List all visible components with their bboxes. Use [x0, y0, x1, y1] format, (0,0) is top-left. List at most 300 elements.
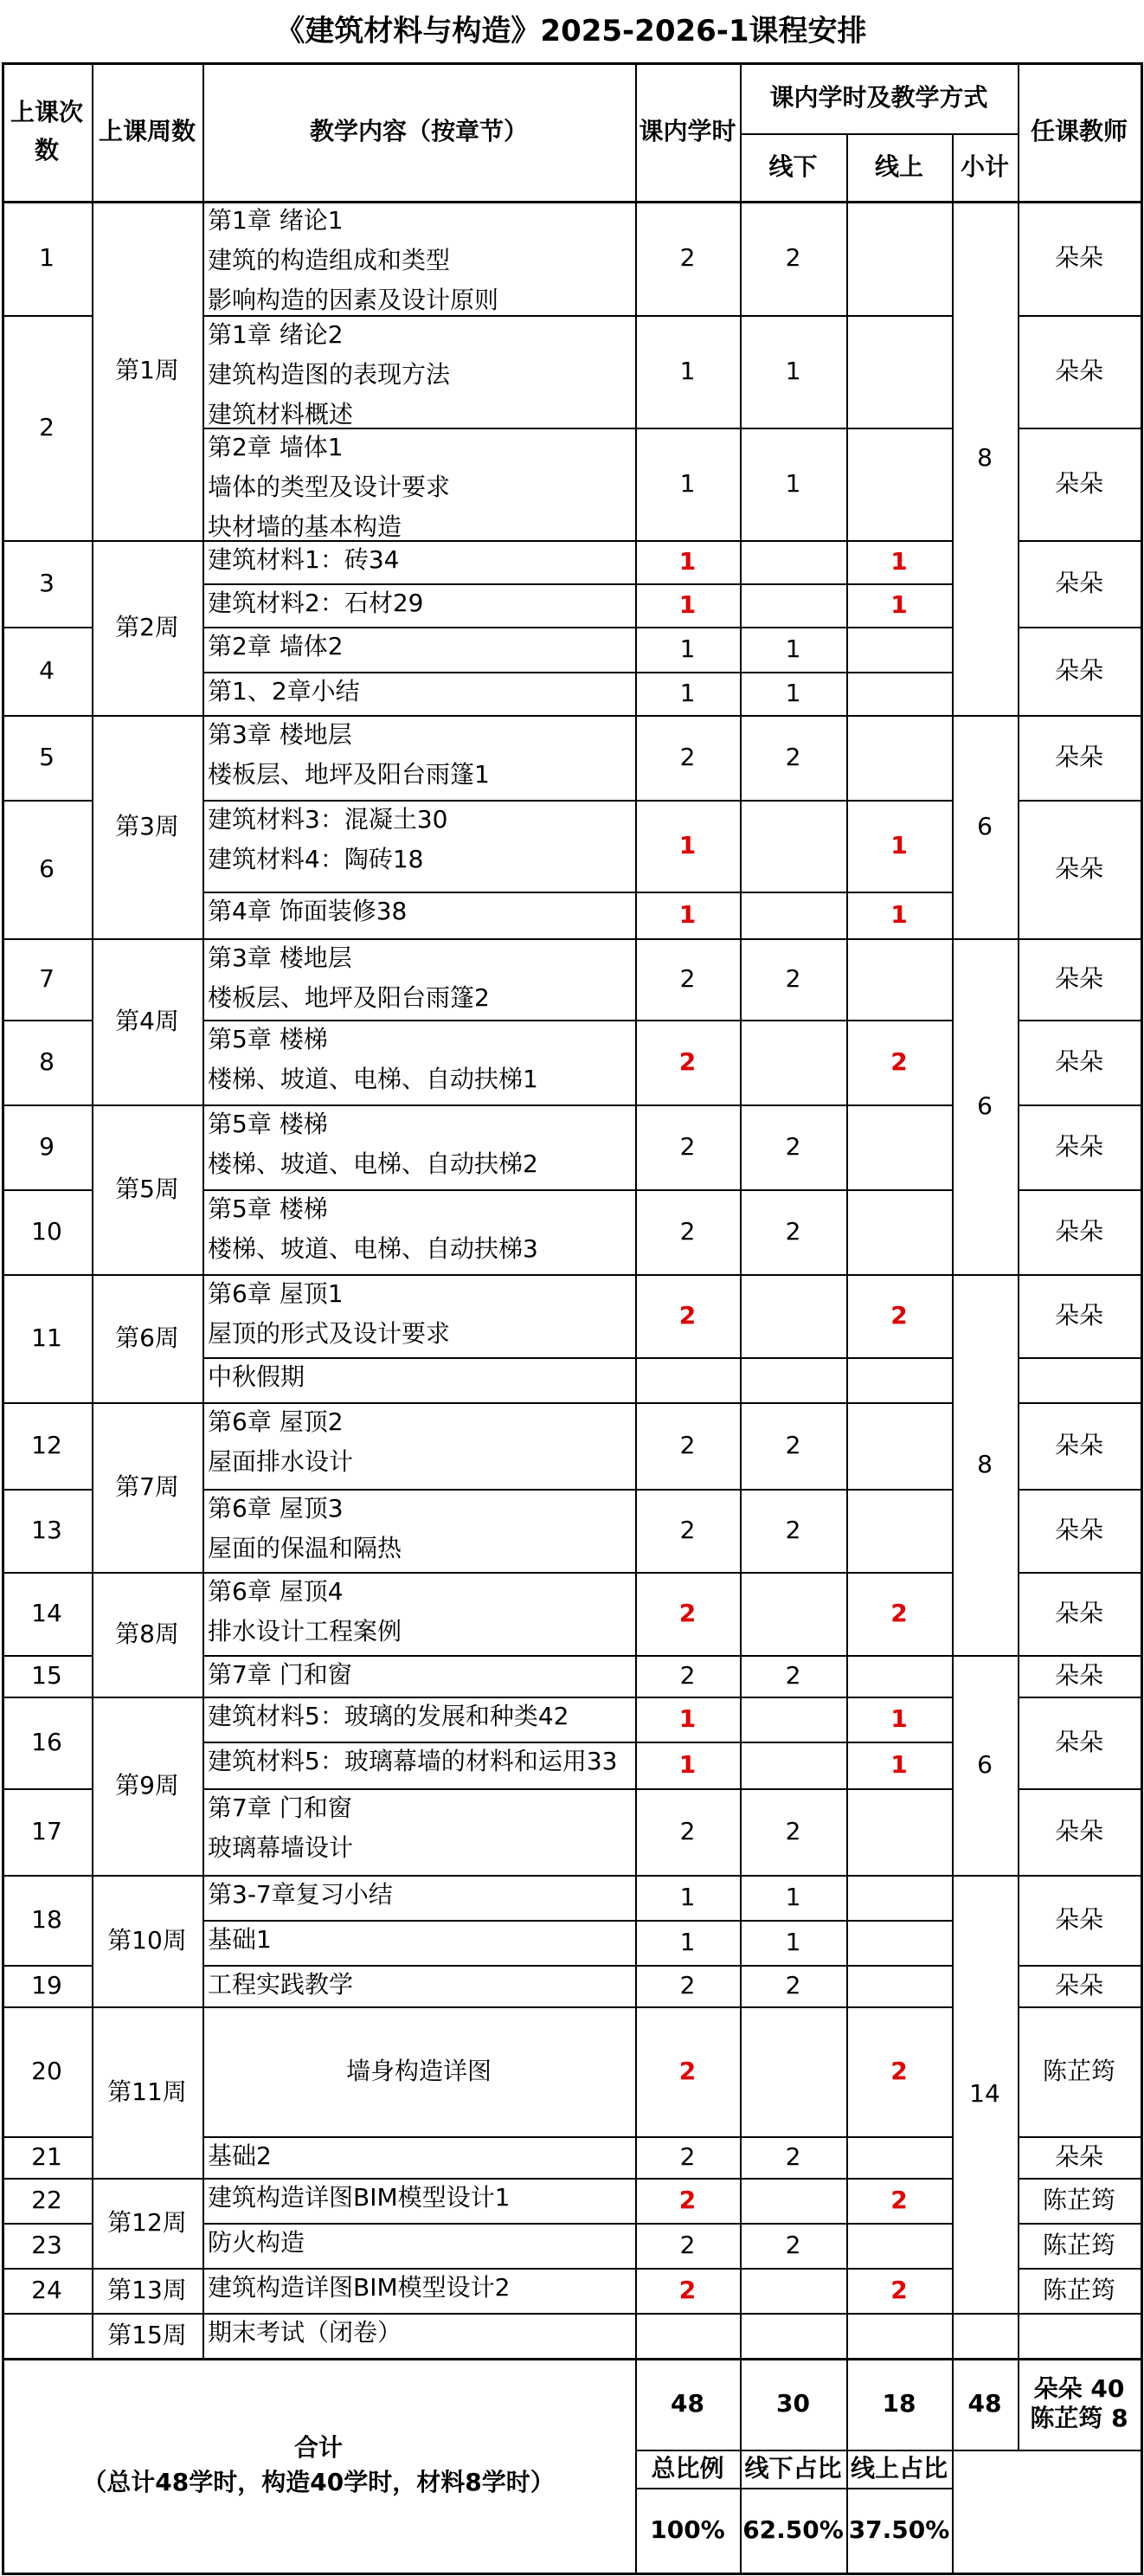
online-cell [846, 1357, 952, 1402]
content-cell-line: 第6章 屋顶4 [208, 1577, 344, 1606]
week-label [92, 938, 202, 1104]
offline-cell [740, 2268, 846, 2313]
grid-line [952, 2358, 954, 2450]
week-label-text: 第12周 [107, 2208, 187, 2237]
teacher-cell [1018, 1572, 1141, 1655]
grid-line [635, 62, 637, 201]
grid-line [202, 1274, 952, 1276]
hours-cell [635, 1572, 740, 1655]
session-number-text: 5 [39, 743, 55, 771]
grid-line [202, 1020, 952, 1021]
hours-cell-text: 1 [679, 469, 696, 498]
session-number-text: 8 [39, 1047, 55, 1076]
week-label-text: 第10周 [107, 1926, 187, 1955]
teacher-cell [1018, 1788, 1141, 1875]
content-cell-line: 第1、2章小结 [208, 677, 360, 705]
grid-line [952, 938, 1018, 940]
teacher-cell [1018, 1697, 1141, 1788]
hours-cell [635, 2268, 740, 2313]
grid-line [952, 133, 954, 201]
header-session [2, 62, 92, 201]
session-number-text: 23 [31, 2231, 62, 2259]
teacher-cell [1018, 1189, 1141, 1274]
content-cell [202, 2313, 635, 2358]
teacher-cell-text: 朵朵 [1054, 656, 1103, 685]
hours-cell [635, 938, 740, 1020]
teacher-cell-text: 朵朵 [1054, 1661, 1103, 1690]
grid-line [202, 715, 952, 717]
grid-line [635, 2450, 637, 2573]
offline-cell [740, 428, 846, 540]
offline-cell-text: 1 [785, 1928, 801, 1956]
content-cell-line: 楼板层、地坪及阳台雨篷2 [208, 983, 490, 1012]
grid-line [2, 715, 92, 717]
hours-cell-text: 2 [679, 964, 696, 993]
content-cell [202, 715, 635, 800]
header-online-text: 线上 [874, 152, 923, 181]
subtotal-cell [952, 1655, 1018, 1875]
teacher-cell [1018, 1489, 1141, 1572]
hours-cell [635, 1742, 740, 1788]
online-cell-text: 2 [890, 1301, 908, 1330]
hours-cell-text: 2 [679, 1132, 696, 1161]
offline-cell [740, 2136, 846, 2178]
content-cell-line: 第6章 屋顶1 [208, 1279, 344, 1308]
hours-cell-text: 2 [678, 1599, 697, 1627]
hours-cell-text: 2 [679, 1661, 696, 1690]
session-number-text: 13 [31, 1516, 62, 1544]
grid-line [2, 1020, 92, 1021]
online-cell [846, 2268, 952, 2313]
hours-cell-text: 2 [678, 1047, 697, 1076]
offline-ratio-value [740, 2488, 846, 2573]
subtotal-cell-text: 6 [977, 1750, 993, 1779]
grid-line [2, 1274, 92, 1276]
hours-cell [635, 1104, 740, 1189]
offline-cell [740, 2313, 846, 2358]
session-number [2, 1697, 92, 1788]
offline-cell [740, 2178, 846, 2223]
session-number [2, 2136, 92, 2178]
online-cell [846, 315, 952, 428]
header-hours-in [635, 62, 740, 201]
content-cell [202, 315, 635, 428]
subtotal-cell [952, 1274, 1018, 1655]
grid-line [1018, 1020, 1141, 1021]
grid-line [1018, 1402, 1141, 1404]
grid-line [202, 2268, 952, 2270]
online-ratio-label [846, 2450, 952, 2488]
session-number-text: 18 [31, 1905, 62, 1934]
subtotal-cell [952, 201, 1018, 715]
hours-cell [635, 1920, 740, 1965]
grid-line [202, 1697, 952, 1698]
content-cell-line: 楼板层、地坪及阳台雨篷1 [208, 760, 490, 789]
content-cell [202, 1572, 635, 1655]
grid-line [202, 315, 952, 317]
session-number-text: 1 [39, 243, 55, 272]
grid-line [202, 2223, 952, 2225]
grid-line [202, 1402, 952, 1404]
grid-line [1018, 428, 1141, 429]
hours-cell [635, 2313, 740, 2358]
hours-cell-text: 2 [678, 2186, 697, 2214]
grid-line [202, 583, 952, 585]
offline-cell [740, 800, 846, 892]
subtotal-cell-text: 8 [977, 1450, 993, 1478]
offline-cell [740, 583, 846, 627]
online-cell [846, 2313, 952, 2358]
offline-cell-text: 2 [785, 2142, 801, 2171]
grid-line [846, 2358, 848, 2450]
subtotal-cell [952, 938, 1018, 1274]
header-hours-in-text: 课内学时 [639, 117, 736, 145]
offline-cell-text: 2 [785, 1971, 801, 2000]
content-cell-line: 屋顶的形式及设计要求 [208, 1319, 451, 1348]
grid-line [92, 2313, 202, 2315]
grid-line [92, 2178, 202, 2180]
grid-line [740, 2450, 742, 2573]
grid-line [202, 892, 952, 893]
grid-line [1018, 1965, 1141, 1967]
week-label [92, 1572, 202, 1697]
content-cell-line: 排水设计工程案例 [208, 1617, 402, 1645]
online-cell [846, 1965, 952, 2006]
teacher-cell-text: 朵朵 [1054, 1971, 1103, 2000]
online-cell [846, 2178, 952, 2223]
grid-line [202, 2006, 952, 2008]
teacher-cell-text: 朵朵 [1054, 1301, 1103, 1330]
grid-line [952, 1274, 1018, 1276]
content-cell-line: 建筑的构造组成和类型 [208, 246, 451, 274]
hours-cell-text: 1 [678, 590, 697, 619]
session-number-text: 2 [39, 413, 55, 441]
hours-cell-text: 2 [678, 2057, 697, 2085]
content-cell [202, 428, 635, 540]
header-week-text: 上课周数 [98, 117, 196, 145]
hours-cell-text: 2 [679, 243, 696, 272]
week-label-text: 第3周 [115, 812, 179, 840]
teacher-cell-text: 朵朵 [1054, 1817, 1103, 1845]
hours-cell [635, 1189, 740, 1274]
online-cell-text: 2 [890, 1599, 908, 1627]
hours-cell-text: 1 [678, 1750, 697, 1779]
online-cell [846, 1875, 952, 1920]
session-number [2, 1402, 92, 1489]
grid-line [2, 1489, 92, 1491]
header-subtotal-text: 小计 [960, 152, 1009, 181]
offline-cell [740, 1920, 846, 1965]
content-cell [202, 201, 635, 315]
online-cell [846, 715, 952, 800]
grid-line [202, 800, 952, 802]
content-cell-line: 基础2 [208, 2141, 272, 2170]
online-cell-text: 1 [890, 547, 908, 576]
grid-line [202, 2178, 952, 2180]
content-cell-line: 第6章 屋顶2 [208, 1407, 344, 1436]
hours-cell [635, 540, 740, 583]
grid-line [202, 1965, 952, 1967]
hours-cell [635, 627, 740, 672]
offline-cell [740, 1357, 846, 1402]
teacher-cell [1018, 1104, 1141, 1189]
online-ratio-value [846, 2488, 952, 2573]
grid-line [202, 627, 952, 628]
grid-line [1018, 62, 1019, 201]
offline-cell-text: 2 [785, 743, 801, 771]
content-cell-line: 墙体的类型及设计要求 [208, 473, 451, 501]
week-label [92, 1402, 202, 1572]
hours-cell [635, 1489, 740, 1572]
teacher-cell-text: 朵朵 [1054, 1132, 1103, 1161]
online-cell-text: 1 [890, 590, 908, 619]
week-label [92, 2268, 202, 2313]
session-number [2, 2178, 92, 2223]
offline-cell-text: 2 [785, 1817, 801, 1845]
content-cell [202, 672, 635, 715]
content-cell-line: 中秋假期 [208, 1362, 305, 1391]
subtotal-cell [952, 715, 1018, 938]
grid-line [1018, 2313, 1141, 2315]
grid-line [202, 1357, 952, 1359]
subtotal-cell [952, 1875, 1018, 2313]
content-cell-line: 建筑材料2：石材29 [208, 589, 424, 617]
session-number-text: 14 [31, 1599, 62, 1627]
teacher-cell [1018, 715, 1141, 800]
teacher-cell-text: 朵朵 [1054, 1217, 1103, 1246]
week-label-text: 第8周 [115, 1620, 179, 1648]
hours-cell-text: 2 [679, 2142, 696, 2171]
session-number-text: 16 [31, 1728, 62, 1756]
offline-cell [740, 540, 846, 583]
hours-cell-text: 1 [679, 1928, 696, 1956]
offline-cell [740, 1020, 846, 1104]
grid-line [2, 2268, 92, 2270]
grid-line [202, 672, 952, 673]
grid-line [2, 2006, 92, 2008]
teacher-cell [1018, 1274, 1141, 1357]
hours-cell [635, 583, 740, 627]
grid-line [202, 1655, 952, 1657]
offline-cell [740, 1697, 846, 1742]
page-title-text: 《建筑材料与构造》2025-2026-1课程安排 [275, 14, 867, 48]
summary-note: （总计48学时，构造40学时，材料8学时） [82, 2468, 555, 2496]
offline-cell [740, 1788, 846, 1875]
grid-line [92, 1104, 202, 1106]
hours-cell [635, 1965, 740, 2006]
session-number-text: 7 [39, 964, 55, 993]
teacher-cell [1018, 1875, 1141, 1965]
header-week [92, 62, 202, 201]
session-number [2, 1020, 92, 1104]
teacher-cell-text: 朵朵 [1054, 1599, 1103, 1627]
offline-cell [740, 1189, 846, 1274]
page-title [2, 0, 1141, 62]
offline-cell [740, 1965, 846, 2006]
teacher-cell-text: 朵朵 [1054, 964, 1103, 993]
online-cell-text: 1 [890, 900, 908, 929]
grid-line [2, 2178, 92, 2180]
grid-line [2, 800, 92, 802]
hours-cell-text: 1 [679, 1883, 696, 1911]
grid-line [92, 1572, 202, 1574]
session-number [2, 2268, 92, 2313]
week-label-text: 第1周 [115, 356, 179, 384]
session-number-text: 12 [31, 1431, 62, 1459]
offline-cell [740, 627, 846, 672]
grid-line [202, 201, 204, 2358]
week-label-text: 第7周 [115, 1472, 179, 1501]
hours-cell [635, 1788, 740, 1875]
offline-cell-text: 2 [785, 1431, 801, 1459]
week-label [92, 540, 202, 715]
offline-cell [740, 938, 846, 1020]
grid-line [1018, 1572, 1141, 1574]
session-number [2, 627, 92, 715]
grid-line [1018, 2223, 1141, 2225]
teacher-cell-text: 朵朵 [1054, 1047, 1103, 1076]
online-cell [846, 1020, 952, 1104]
online-cell-text: 2 [890, 2276, 908, 2304]
teacher-cell [1018, 1402, 1141, 1489]
content-cell [202, 1875, 635, 1920]
online-cell [846, 1920, 952, 1965]
grid-line [92, 1274, 202, 1276]
total-teachers-text: 朵朵 40 陈芷筠 8 [1030, 2374, 1128, 2432]
header-session-text: 上课次数 [10, 98, 83, 164]
content-cell [202, 1965, 635, 2006]
hours-cell [635, 2006, 740, 2136]
session-number-text: 10 [31, 1217, 62, 1246]
header-teacher-text: 任课教师 [1030, 117, 1128, 145]
offline-cell-text: 2 [785, 1661, 801, 1690]
teacher-cell-text: 朵朵 [1054, 743, 1103, 771]
hours-cell [635, 1274, 740, 1357]
online-cell [846, 583, 952, 627]
offline-cell-text: 2 [785, 243, 801, 272]
grid-line [1018, 1357, 1141, 1359]
teacher-cell-text: 朵朵 [1054, 569, 1103, 597]
offline-cell [740, 715, 846, 800]
content-cell [202, 540, 635, 583]
session-number-text: 4 [39, 656, 55, 685]
teacher-cell [1018, 2136, 1141, 2178]
online-cell [846, 1572, 952, 1655]
hours-cell-text: 1 [679, 634, 696, 663]
content-cell-line: 第1章 绪论1 [208, 206, 344, 235]
week-label-text: 第5周 [115, 1175, 179, 1203]
grid-line [2, 62, 4, 2573]
content-cell-line: 建筑构造详图BIM模型设计1 [208, 2183, 511, 2212]
grid-line [1018, 1189, 1141, 1191]
grid-line [952, 201, 954, 2358]
teacher-cell-text: 陈芷筠 [1042, 2231, 1115, 2259]
content-cell [202, 1920, 635, 1965]
session-number [2, 1274, 92, 1402]
content-cell [202, 1104, 635, 1189]
teacher-cell [1018, 938, 1141, 1020]
week-label-text: 第6周 [115, 1323, 179, 1352]
online-cell [846, 1402, 952, 1489]
content-cell-line: 第4章 饰面装修38 [208, 897, 408, 925]
grid-line [1018, 1788, 1141, 1790]
content-cell [202, 1274, 635, 1357]
offline-cell [740, 1875, 846, 1920]
content-cell-line: 楼梯、坡道、电梯、自动扶梯1 [208, 1065, 538, 1093]
content-cell-line: 期末考试（闭卷） [208, 2318, 402, 2347]
teacher-cell [1018, 1965, 1141, 2006]
session-number [2, 315, 92, 540]
content-cell-line: 墙身构造详图 [345, 2057, 492, 2085]
grid-line [202, 1920, 952, 1922]
online-cell [846, 1697, 952, 1742]
hours-cell [635, 800, 740, 892]
teacher-cell [1018, 1357, 1141, 1402]
grid-line [202, 428, 952, 429]
grid-line [2, 1189, 92, 1191]
session-number-text: 3 [39, 569, 55, 597]
session-number-text: 17 [31, 1817, 62, 1845]
session-number [2, 715, 92, 800]
hours-cell-text: 2 [679, 1971, 696, 2000]
content-cell [202, 1020, 635, 1104]
grid-line [1018, 1875, 1141, 1877]
online-cell [846, 428, 952, 540]
grid-line [2, 1697, 92, 1698]
grid-line [2, 1788, 92, 1790]
content-cell-line: 第6章 屋顶3 [208, 1494, 344, 1523]
grid-line [1018, 1697, 1141, 1698]
grid-line [2, 201, 1141, 203]
offline-ratio-label [740, 2450, 846, 2488]
content-cell-line: 第7章 门和窗 [208, 1660, 352, 1689]
offline-cell [740, 1655, 846, 1697]
header-offline [740, 133, 846, 201]
week-label-text: 第2周 [115, 613, 179, 641]
session-number [2, 2223, 92, 2268]
session-number-text: 11 [31, 1323, 62, 1352]
teacher-cell [1018, 2313, 1141, 2358]
offline-cell [740, 1572, 846, 1655]
content-cell [202, 1655, 635, 1697]
online-cell-text: 2 [890, 2186, 908, 2214]
grid-line [846, 133, 848, 201]
hours-cell [635, 1402, 740, 1489]
week-label [92, 1697, 202, 1875]
hours-cell-text: 2 [678, 1301, 697, 1330]
content-cell [202, 1788, 635, 1875]
header-subtotal [952, 133, 1018, 201]
grid-line [202, 2136, 952, 2138]
teacher-cell-text: 朵朵 [1054, 854, 1103, 883]
grid-line [952, 715, 1018, 717]
grid-line [2, 627, 92, 628]
hours-cell [635, 201, 740, 315]
teacher-cell [1018, 2223, 1141, 2268]
grid-line [92, 715, 202, 717]
session-number [2, 1189, 92, 1274]
grid-line [846, 201, 848, 2358]
subtotal-cell-text: 6 [977, 812, 993, 840]
header-group [740, 62, 1018, 133]
grid-line [1018, 800, 1141, 802]
grid-line [202, 62, 204, 201]
week-label [92, 2313, 202, 2358]
online-cell [846, 2223, 952, 2268]
session-number [2, 800, 92, 938]
header-content [202, 62, 635, 201]
offline-cell-text: 2 [785, 2231, 801, 2259]
